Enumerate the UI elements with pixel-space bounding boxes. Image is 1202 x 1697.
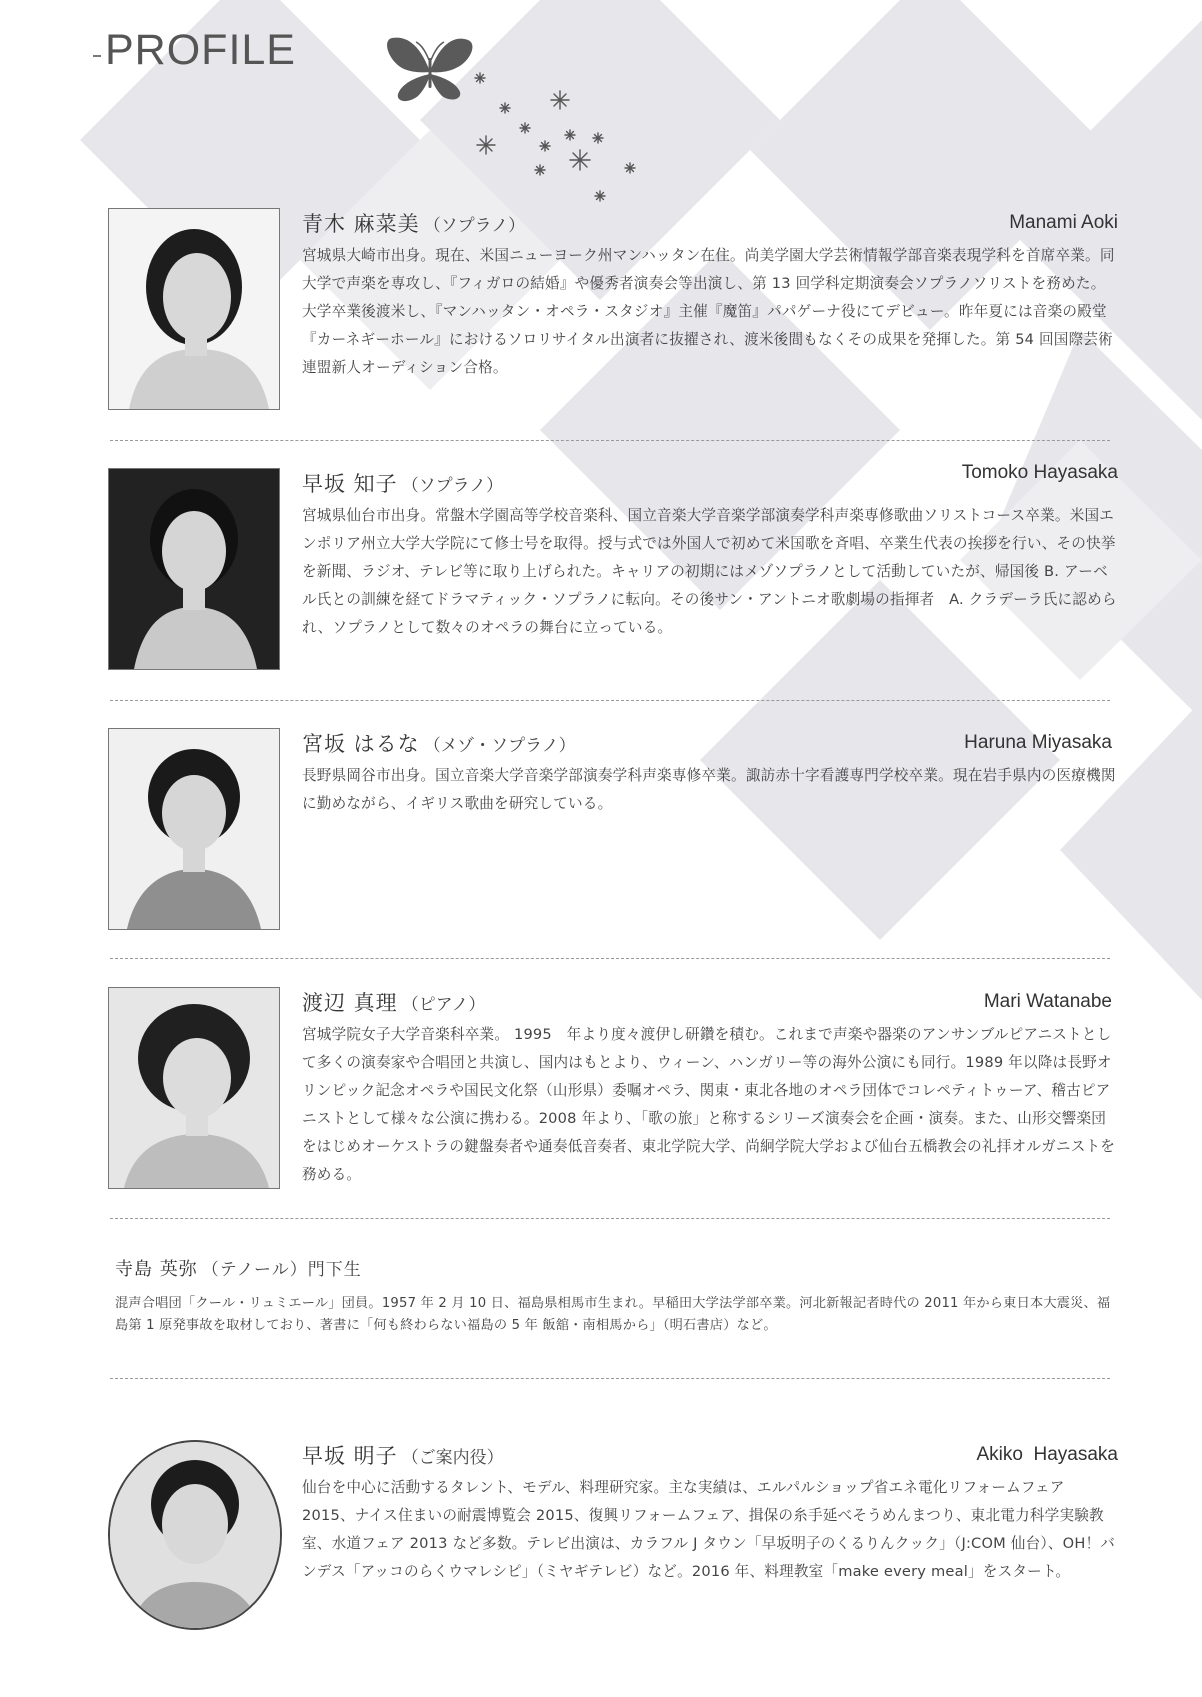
- page-title: PROFILE: [105, 26, 296, 74]
- performer-role: （ご案内役）: [401, 1448, 504, 1468]
- performer-name-en: Mari Watanabe: [983, 991, 1112, 1012]
- butterfly-icon: [380, 30, 480, 110]
- performer-name-en: Manami Aoki: [1009, 212, 1118, 233]
- performer-name-ja: 青木 麻菜美: [302, 212, 420, 236]
- portrait-placeholder-icon: [109, 729, 279, 929]
- section-divider: [110, 1378, 1110, 1379]
- portrait-photo: [108, 728, 280, 930]
- section-divider: [110, 700, 1110, 701]
- portrait-placeholder-icon: [109, 988, 279, 1188]
- section-divider: [110, 958, 1110, 959]
- performer-bio: 宮城県仙台市出身。常盤木学園高等学校音楽科、国立音楽大学音楽学部演奏学科声楽専修歌曲ソリストコース卒業。米国エンポリア州立大学大学院にて修士号を取得。授与式では外国人で初めて米国歌を斉唱、卒業生代表の挨拶を行い、その快挙を新聞、ラジオ、テレビ等に取り上げられた。キャリアの初期にはメゾソプラノとして活動していたが、帰国後 B. アーベル氏との訓練を経てドラマティック・ソプラノに転向。その後サン・アントニオ歌劇場の指揮者 A. クラデーラ氏に認められ、ソプラノとして数々のオペラの舞台に立っている。: [302, 507, 1117, 636]
- performer-name-ja: 渡辺 真理: [302, 991, 398, 1015]
- section-divider: [110, 1218, 1110, 1219]
- portrait-photo: [108, 468, 280, 670]
- performer-name-en: Haruna Miyasaka: [964, 732, 1112, 753]
- portrait-photo: [108, 1440, 282, 1630]
- portrait-placeholder-icon: [110, 1442, 280, 1628]
- performer-bio: 宮城県大崎市出身。現在、米国ニューヨーク州マンハッタン在住。尚美学園大学芸術情報学部音楽表現学科を首席卒業。同大学で声楽を専攻し、『フィガロの結婚』や優秀者演奏会等出演し、第 13 回学科定期演奏会ソプラノソリストを務めた。大学卒業後渡米し、『マンハッタン・オペラ・スタジオ』主催『魔笛』パパゲーナ役にてデビュー。昨年夏には音楽の殿堂『カーネギーホール』におけるソロリサイタル出演者に抜擢され、渡米後間もなくその成果を発揮した。第 54 回国際芸術連盟新人オーディション合格。: [302, 247, 1115, 376]
- section-divider: [110, 440, 1110, 441]
- portrait-photo: [108, 208, 280, 410]
- performer-name-en: Akiko Hayasaka: [976, 1444, 1118, 1465]
- performer-bio: 混声合唱団「クール・リュミエール」団員。1957 年 2 月 10 日、福島県相馬市生まれ。早稲田大学法学部卒業。河北新報記者時代の 2011 年から東日本大震災、福島第 1 原発事故を取材しており、著書に「何も終わらない福島の 5 年 飯舘・南相馬から」（明石書店）など。: [115, 1296, 1111, 1333]
- performer-name-ja: 早坂 知子: [302, 472, 398, 496]
- sparkle-stars-icon: [470, 60, 670, 210]
- performer-bio: 宮城学院女子大学音楽科卒業。 1995 年より度々渡伊し研鑽を積む。これまで声楽や器楽のアンサンブルピアニストとして多くの演奏家や合唱団と共演し、国内はもとより、ウィーン、ハンガリー等の海外公演にも同行。1989 年以降は長野オリンピック記念オペラや国民文化祭（山形県）委嘱オペラ、関東・東北各地のオペラ団体でコレペティトゥーア、稽古ピアニストとして様々な公演に携わる。2008 年より、「歌の旅」と称するシリーズ演奏会を企画・演奏。また、山形交響楽団をはじめオーケストラの鍵盤奏者や通奏低音奏者、東北学院大学、尚絅学院大学および仙台五橋教会の礼拝オルガニストを務める。: [302, 1026, 1116, 1183]
- performer-role: （メゾ・ソプラノ）: [423, 736, 576, 756]
- performer-bio: 仙台を中心に活動するタレント、モデル、料理研究家。主な実績は、エルパルショップ省エネ電化リフォームフェア 2015、ナイス住まいの耐震博覧会 2015、復興リフォームフェア、揖保の糸手延べそうめんまつり、東北電力科学実験教室、水道フェア 2013 など多数。テレビ出演は、カラフル J タウン「早坂明子のくるりんクック」（J:COM 仙台）、OH！バンデス「アッコのらくウマレシピ」（ミヤギテレビ）など。2016 年、料理教室「make every meal」をスタート。: [302, 1479, 1116, 1580]
- profile-hideya-terashima: [115, 1255, 1115, 1337]
- performer-name-ja: 宮坂 はるな: [302, 732, 420, 756]
- title-decoration-dash: [93, 55, 101, 57]
- portrait-placeholder-icon: [109, 469, 279, 669]
- performer-role: （テノール）門下生: [201, 1260, 362, 1280]
- performer-name-ja: 寺島 英弥: [115, 1259, 198, 1280]
- performer-bio: 長野県岡谷市出身。国立音楽大学音楽学部演奏学科声楽専修卒業。諏訪赤十字看護専門学校卒業。現在岩手県内の医療機関に勤めながら、イギリス歌曲を研究している。: [302, 767, 1116, 812]
- portrait-placeholder-icon: [109, 209, 279, 409]
- portrait-photo: [108, 987, 280, 1189]
- performer-role: （ソプラノ）: [401, 476, 504, 496]
- performer-name-en: Tomoko Hayasaka: [961, 462, 1118, 483]
- performer-name-ja: 早坂 明子: [302, 1444, 398, 1468]
- performer-role: （ピアノ）: [401, 995, 486, 1015]
- performer-role: （ソプラノ）: [423, 216, 526, 236]
